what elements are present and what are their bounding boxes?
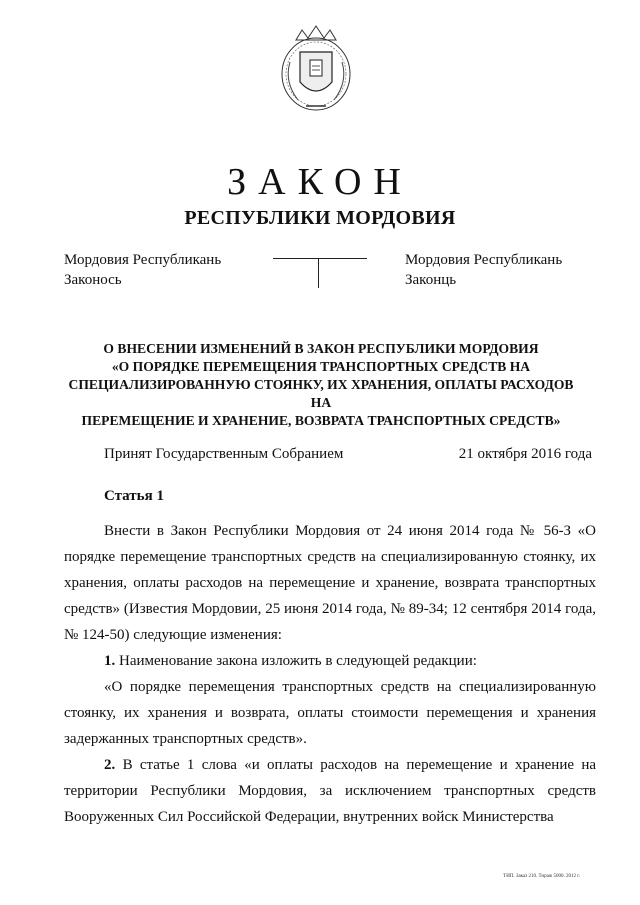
heading-line-2: «О ПОРЯДКЕ ПЕРЕМЕЩЕНИЯ ТРАНСПОРТНЫХ СРЕДСТВ НА <box>111 359 531 374</box>
paragraph-4 <box>64 752 596 830</box>
paragraph-4-text: В статье 1 слова «и оплаты расходов на перемещение и хранение на территории Республики Мордовия, за исключением транспортных средств Вооруженных Сил Российской Федерации, внутренних войск Министерства <box>64 757 597 825</box>
heading-line-1: О ВНЕСЕНИИ ИЗМЕНЕНИЙ В ЗАКОН РЕСПУБЛИКИ МОРДОВИЯ <box>103 341 539 356</box>
document-title: ЗАКОН <box>227 161 413 203</box>
paragraph-1: Внести в Закон Республики Мордовия от 24 июня 2014 года № 56-З «О порядке перемещение транспортных средств на специализированную стоянку, их хранения, оплаты расходов на перемещение и хранение, возврата транспортных средств» (Известия Мордовии, 25 июня 2014 года, № 89-34; 12 сентября 2014 года, № 124-50) следующие изменения: <box>64 523 596 643</box>
lang-right-line-2: Законць <box>405 272 457 288</box>
heading-line-3: СПЕЦИАЛИЗИРОВАННУЮ СТОЯНКУ, ИХ ХРАНЕНИЯ, ОПЛАТЫ РАСХОДОВ НА <box>68 377 574 410</box>
item-number-2: 2. <box>104 757 116 773</box>
print-footer: ТИП. Заказ 210. Тираж 5000. 2012 г. <box>503 874 580 879</box>
article-body <box>64 518 596 830</box>
law-heading <box>60 340 582 430</box>
lang-left-block <box>64 250 221 290</box>
divider-tick <box>318 258 319 288</box>
heading-line-4: ПЕРЕМЕЩЕНИЕ И ХРАНЕНИЕ, ВОЗВРАТА ТРАНСПОРТНЫХ СРЕДСТВ» <box>81 413 561 428</box>
divider-line <box>273 258 367 259</box>
adopted-label: Принят Государственным Собранием <box>104 446 344 462</box>
lang-left-line-2: Законось <box>64 272 122 288</box>
lang-right-line-1: Мордовия Республикань <box>405 252 563 268</box>
article-heading: Статья 1 <box>104 488 164 504</box>
paragraph-2-text: Наименование закона изложить в следующей редакции: <box>119 653 477 669</box>
paragraph-3: «О порядке перемещения транспортных средств на специализированную стоянку, их хранения и возврата, оплаты стоимости перемещения и хранения задержанных транспортных средств». <box>64 679 596 747</box>
coat-of-arms-icon <box>276 22 356 116</box>
lang-right-block <box>405 250 562 290</box>
document-subtitle: РЕСПУБЛИКИ МОРДОВИЯ <box>184 207 456 229</box>
item-number-1: 1. <box>104 653 116 669</box>
adopted-date: 21 октября 2016 года <box>458 446 592 462</box>
lang-left-line-1: Мордовия Республикань <box>64 252 222 268</box>
paragraph-2 <box>64 648 596 674</box>
